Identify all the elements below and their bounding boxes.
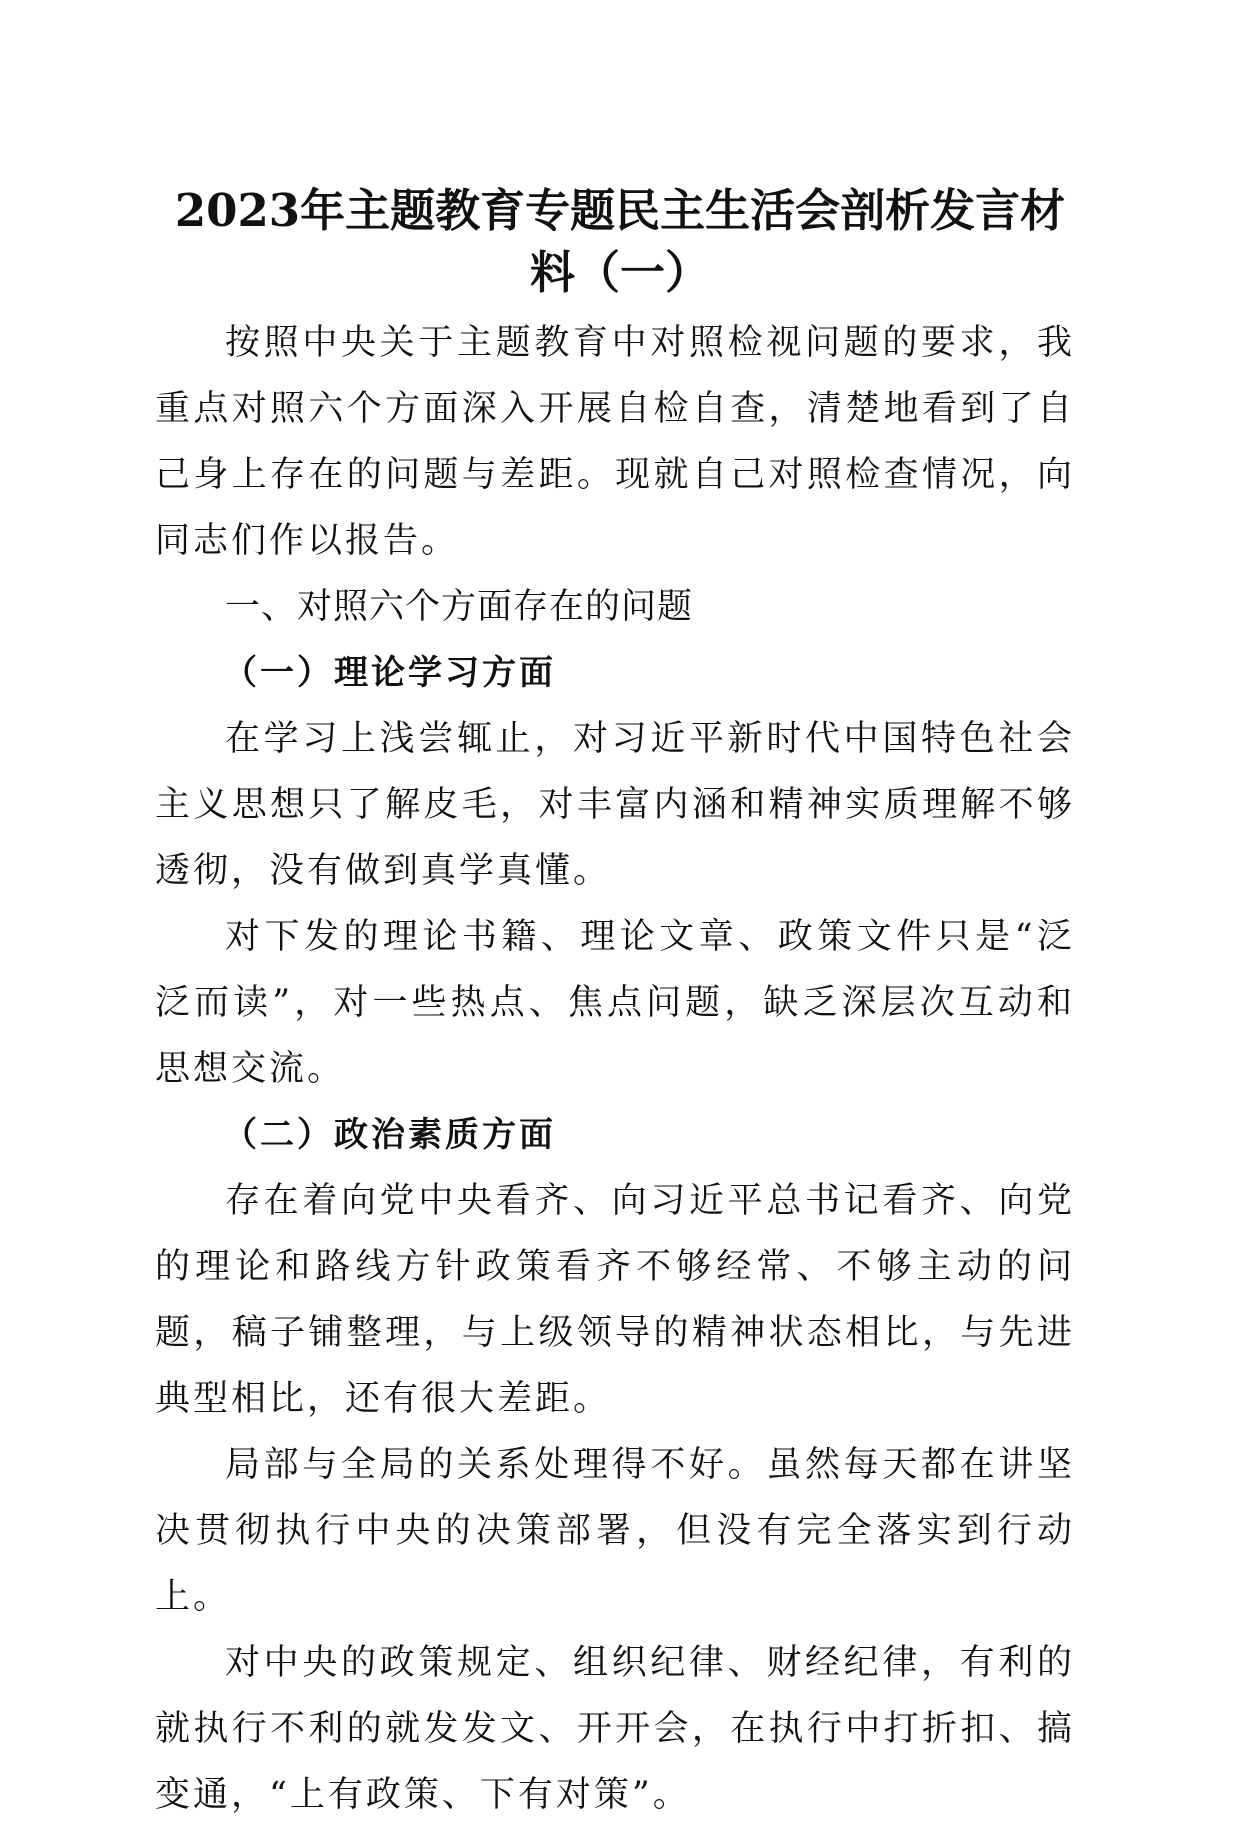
paragraph-1-1: 在学习上浅尝辄止，对习近平新时代中国特色社会主义思想只了解皮毛，对丰富内涵和精神实质理解不够透彻，没有做到真学真懂。 [155,719,1075,891]
document-title-line2: 料（一） [529,246,710,299]
paragraph-2-2: 局部与全局的关系处理得不好。虽然每天都在讲坚决贯彻执行中央的决策部署，但没有完全落实到行动上。 [155,1445,1075,1617]
paragraph-1-2: 对下发的理论书籍、理论文章、政策文件只是“泛泛而读”，对一些热点、焦点问题，缺乏深层次互动和思想交流。 [155,917,1075,1089]
paragraph-2-1: 存在着向党中央看齐、向习近平总书记看齐、向党的理论和路线方针政策看齐不够经常、不够主动的问题，稿子铺整理，与上级领导的精神状态相比，与先进典型相比，还有很大差距。 [155,1181,1075,1419]
subsection-heading-1: （一）理论学习方面 [223,653,556,693]
subsection-heading-2: （二）政治素质方面 [223,1115,556,1155]
document-title-line1: 2023年主题教育专题民主生活会剖析发言材 [174,184,1066,237]
section-heading-1: 一、对照六个方面存在的问题 [225,587,694,627]
document-body [155,310,1075,1828]
paragraph-2-3: 对中央的政策规定、组织纪律、财经纪律，有利的就执行不利的就发发文、开开会，在执行中打折扣、搞变通，“上有政策、下有对策”。 [155,1643,1075,1815]
intro-paragraph: 按照中央关于主题教育中对照检视问题的要求，我重点对照六个方面深入开展自检自查，清楚地看到了自己身上存在的问题与差距。现就自己对照检查情况，向同志们作以报告。 [155,323,1075,561]
